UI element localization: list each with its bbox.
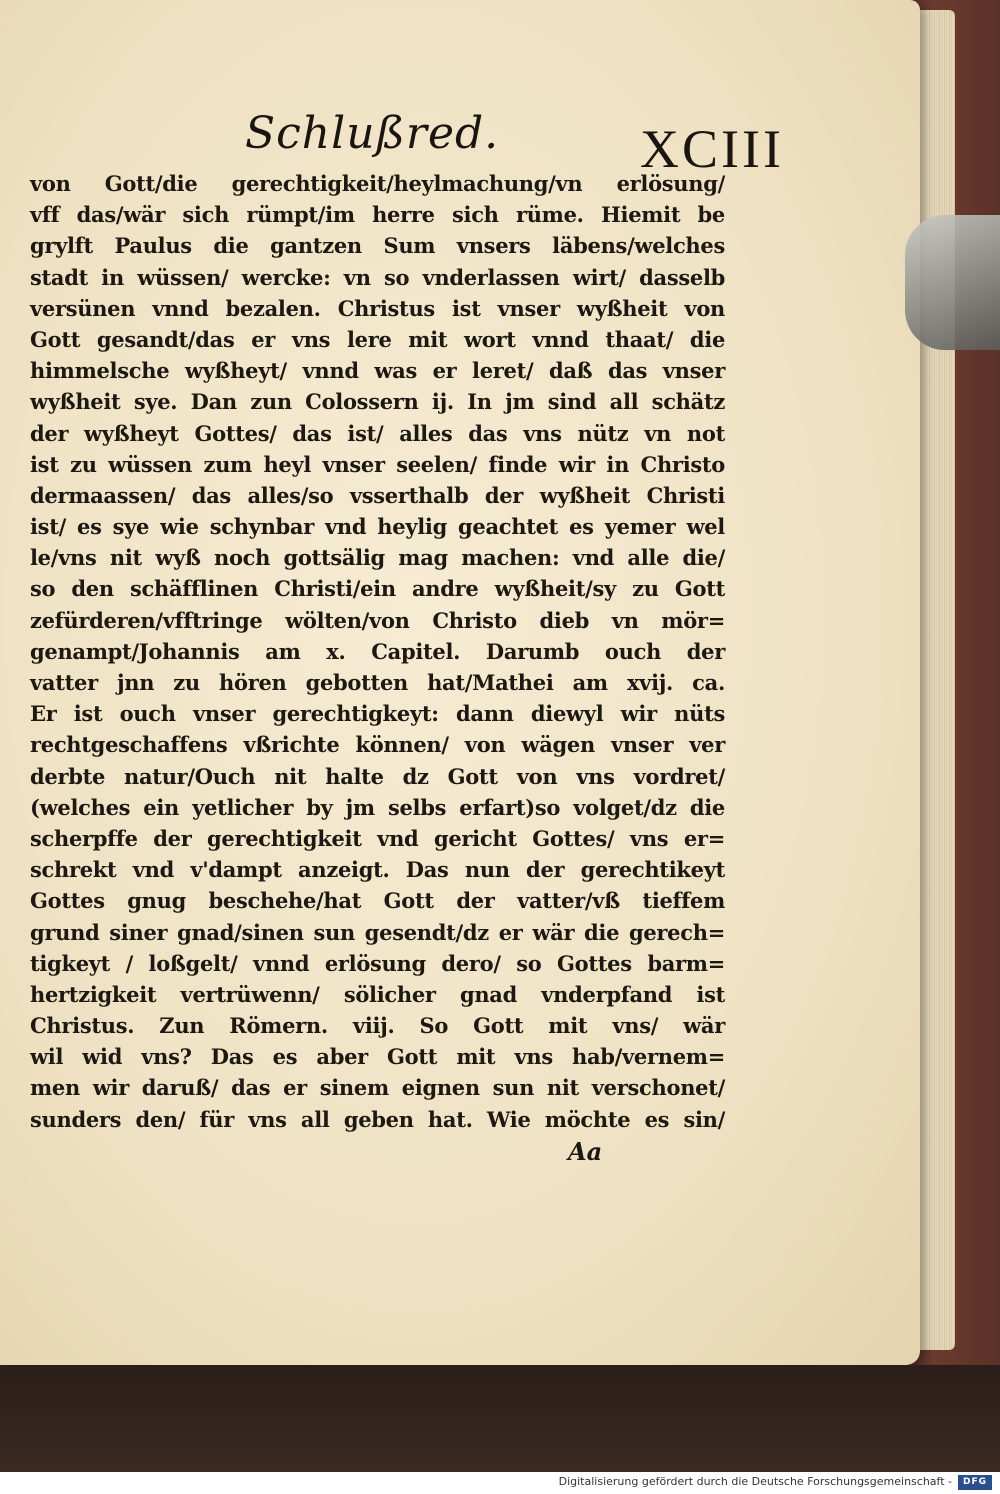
text-line: Gottes gnug beschehe/hat Gott der vatter/vß tieffem — [30, 888, 725, 914]
text-line: so den schäfflinen Christi/ein andre wyßheit/sy zu Gott — [30, 576, 725, 602]
text-line: dermaassen/ das alles/so vsserthalb der wyßheit Christi — [30, 482, 725, 508]
running-head: Schlußred. — [245, 108, 500, 159]
text-line: ist/ es sye wie schynbar vnd heylig geachtet es yemer wel — [30, 514, 725, 540]
text-line: Gott gesandt/das er vns lere mit wort vnnd thaat/ die — [30, 326, 725, 352]
text-line: tigkeyt / loßgelt/ vnnd erlösung dero/ so Gottes barm= — [30, 950, 725, 976]
text-line: le/vns nit wyß noch gottsälig mag machen: vnd alle die/ — [30, 545, 725, 571]
text-line: wyßheit sye. Dan zun Colossern ij. In jm sind all schätz — [30, 389, 725, 415]
text-line: himmelsche wyßheyt/ vnnd was er leret/ daß das vnser — [30, 358, 725, 384]
text-line: Christus. Zun Römern. viij. So Gott mit vns/ wär — [30, 1013, 725, 1039]
dfg-logo: DFG — [958, 1475, 992, 1490]
text-line: Er ist ouch vnser gerechtigkeyt: dann diewyl wir nüts — [30, 701, 725, 727]
footer-bar — [0, 1472, 1000, 1494]
text-line: der wyßheyt Gottes/ das ist/ alles das vns nütz vn not — [30, 420, 725, 446]
text-line: rechtgeschaffens vßrichte können/ von wägen vnser ver — [30, 732, 725, 758]
text-line: (welches ein yetlicher by jm selbs erfart)so volget/dz die — [30, 794, 725, 820]
text-line: zefürderen/vfftringe wölten/von Christo dieb vn mör= — [30, 607, 725, 633]
bookmark-clip — [905, 215, 1000, 350]
text-line: ist zu wüssen zum heyl vnser seelen/ finde wir in Christo — [30, 451, 725, 477]
text-line: vatter jnn zu hören gebotten hat/Mathei am xvij. ca. — [30, 670, 725, 695]
body-text — [30, 168, 725, 1135]
signature-mark: Aa — [568, 1137, 603, 1166]
text-line: derbte natur/Ouch nit halte dz Gott von vns vordret/ — [30, 763, 725, 789]
text-line: von Gott/die gerechtigkeit/heylmachung/vn erlösung/ — [30, 171, 725, 196]
text-line: sunders den/ für vns all geben hat. Wie möchte es sin/ — [30, 1106, 725, 1132]
footer-credit: Digitalisierung gefördert durch die Deutsche Forschungsgemeinschaft - — [558, 1475, 952, 1488]
text-line: wil wid vns? Das es aber Gott mit vns hab/vernem= — [30, 1044, 725, 1070]
folio-number: XCIII — [640, 119, 784, 179]
text-line: vff das/wär sich rümpt/im herre sich rüme. Hiemit be — [30, 202, 725, 228]
text-line: grund siner gnad/sinen sun gesendt/dz er wär die gerech= — [30, 919, 725, 945]
text-line: grylft Paulus die gantzen Sum vnsers läbens/welches — [30, 233, 725, 259]
text-line: schrekt vnd v'dampt anzeigt. Das nun der gerechtikeyt — [30, 857, 725, 883]
text-line: versünen vnnd bezalen. Christus ist vnser wyßheit von — [30, 295, 725, 321]
scan-background — [0, 1365, 1000, 1472]
text-line: hertzigkeit vertrüwenn/ sölicher gnad vnderpfand ist — [30, 981, 725, 1007]
text-line: genampt/Johannis am x. Capitel. Darumb ouch der — [30, 638, 725, 664]
text-line: stadt in wüssen/ wercke: vn so vnderlassen wirt/ dasselb — [30, 264, 725, 290]
text-line: scherpffe der gerechtigkeit vnd gericht Gottes/ vns er= — [30, 825, 725, 851]
text-line: men wir daruß/ das er sinem eignen sun nit verschonet/ — [30, 1075, 725, 1101]
